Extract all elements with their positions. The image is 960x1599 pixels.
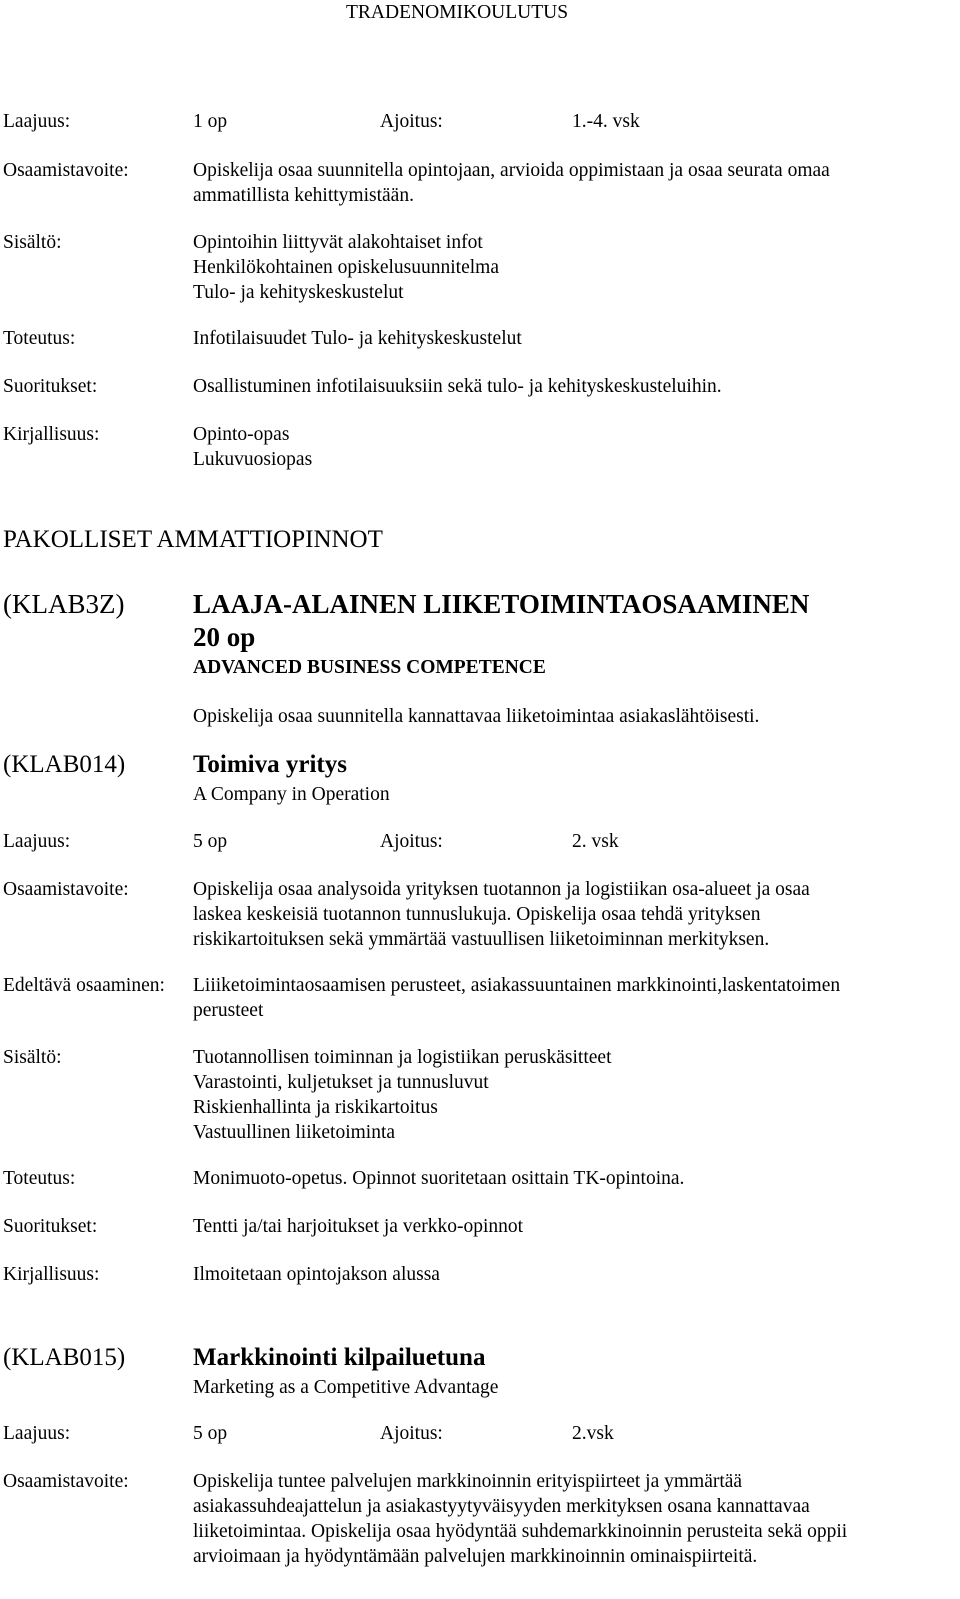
list-item: Tuotannollisen toiminnan ja logistiikan peruskäsitteet [193, 1047, 612, 1068]
osaamistavoite-label: Osaamistavoite: [3, 1471, 129, 1492]
course-code: (KLAB014) [3, 751, 126, 778]
suoritukset-label: Suoritukset: [3, 376, 98, 397]
sisalto-label: Sisältö: [3, 1047, 62, 1068]
list-item: Opinto-opas [193, 424, 290, 445]
section-code: (KLAB3Z) [3, 589, 125, 619]
toteutus-value: Monimuoto-opetus. Opinnot suoritetaan osittain TK-opintoina. [193, 1168, 685, 1189]
course-title: Markkinointi kilpailuetuna [193, 1344, 486, 1371]
section-title: LAAJA-ALAINEN LIIKETOIMINTAOSAAMINEN [193, 589, 810, 619]
ajoitus-label: Ajoitus: [380, 111, 443, 132]
kirjallisuus-value: Ilmoitetaan opintojakson alussa [193, 1264, 440, 1285]
laajuus-label: Laajuus: [3, 111, 71, 132]
suoritukset-value: Osallistuminen infotilaisuuksiin sekä tulo- ja kehityskeskusteluihin. [193, 376, 722, 397]
toteutus-value: Infotilaisuudet Tulo- ja kehityskeskustelut [193, 328, 522, 349]
sisalto-list [193, 230, 499, 305]
ajoitus-value: 1.-4. vsk [572, 111, 640, 132]
page-title: TRADENOMIKOULUTUS [346, 2, 569, 23]
list-item: Riskienhallinta ja riskikartoitus [193, 1097, 438, 1118]
list-item: Vastuullinen liiketoiminta [193, 1122, 396, 1143]
laajuus-value: 5 op [193, 831, 228, 852]
sisalto-list [193, 1045, 612, 1145]
suoritukset-label: Suoritukset: [3, 1216, 98, 1237]
section-heading: PAKOLLISET AMMATTIOPINNOT [3, 526, 383, 553]
osaamistavoite-text: Opiskelija osaa analysoida yrityksen tuotannon ja logistiikan osa-alueet ja osaa laskea keskeisiä tuotannon tunnuslukuja. Opiskelija osaa tehdä yrityksen riskikartoituksen sekä ymmärtää vastuullisen liiketoiminnan merkityksen. [193, 879, 810, 950]
laajuus-value: 1 op [193, 111, 228, 132]
section-credits: 20 op [193, 622, 256, 652]
course-title: Toimiva yritys [193, 751, 347, 778]
ajoitus-label: Ajoitus: [380, 831, 443, 852]
osaamistavoite-text: Opiskelija tuntee palvelujen markkinoinnin erityispiirteet ja ymmärtää asiakassuhdeajattelun ja asiakastyytyväisyyden merkityksen osana kannattavaa liiketoimintaa. Opiskelija osaa hyödyntää suhdemarkkinoinnin perusteita sekä oppii arvioimaan ja hyödyntämään palvelujen markkinoinnin ominaispiirteitä. [193, 1471, 848, 1567]
kirjallisuus-list [193, 422, 312, 472]
ajoitus-value: 2.vsk [572, 1423, 614, 1444]
course-english-title: A Company in Operation [193, 784, 390, 805]
toteutus-label: Toteutus: [3, 1168, 76, 1189]
osaamistavoite-label: Osaamistavoite: [3, 879, 129, 900]
list-item: Opintoihin liittyvät alakohtaiset infot [193, 232, 483, 253]
section-english-title: ADVANCED BUSINESS COMPETENCE [193, 657, 546, 678]
kirjallisuus-label: Kirjallisuus: [3, 424, 100, 445]
toteutus-label: Toteutus: [3, 328, 76, 349]
osaamistavoite-label: Osaamistavoite: [3, 160, 129, 181]
list-item: Henkilökohtainen opiskelusuunnitelma [193, 257, 499, 278]
list-item: Lukuvuosiopas [193, 449, 313, 470]
kirjallisuus-label: Kirjallisuus: [3, 1264, 100, 1285]
course-english-title: Marketing as a Competitive Advantage [193, 1377, 499, 1398]
laajuus-label: Laajuus: [3, 831, 71, 852]
sisalto-label: Sisältö: [3, 232, 62, 253]
laajuus-value: 5 op [193, 1423, 228, 1444]
suoritukset-value: Tentti ja/tai harjoitukset ja verkko-opinnot [193, 1216, 524, 1237]
edeltava-text: Liiiketoimintaosaamisen perusteet, asiakassuuntainen markkinointi,laskentatoimen perusteet [193, 975, 841, 1021]
ajoitus-value: 2. vsk [572, 831, 619, 852]
list-item: Tulo- ja kehityskeskustelut [193, 282, 404, 303]
osaamistavoite-text: Opiskelija osaa suunnitella opintojaan, arvioida oppimistaan ja osaa seurata omaa ammatillista kehittymistään. [193, 160, 830, 206]
ajoitus-label: Ajoitus: [380, 1423, 443, 1444]
list-item: Varastointi, kuljetukset ja tunnusluvut [193, 1072, 489, 1093]
laajuus-label: Laajuus: [3, 1423, 71, 1444]
section-description: Opiskelija osaa suunnitella kannattavaa liiketoimintaa asiakaslähtöisesti. [193, 706, 760, 727]
course-code: (KLAB015) [3, 1344, 126, 1371]
edeltava-label: Edeltävä osaaminen: [3, 975, 165, 996]
